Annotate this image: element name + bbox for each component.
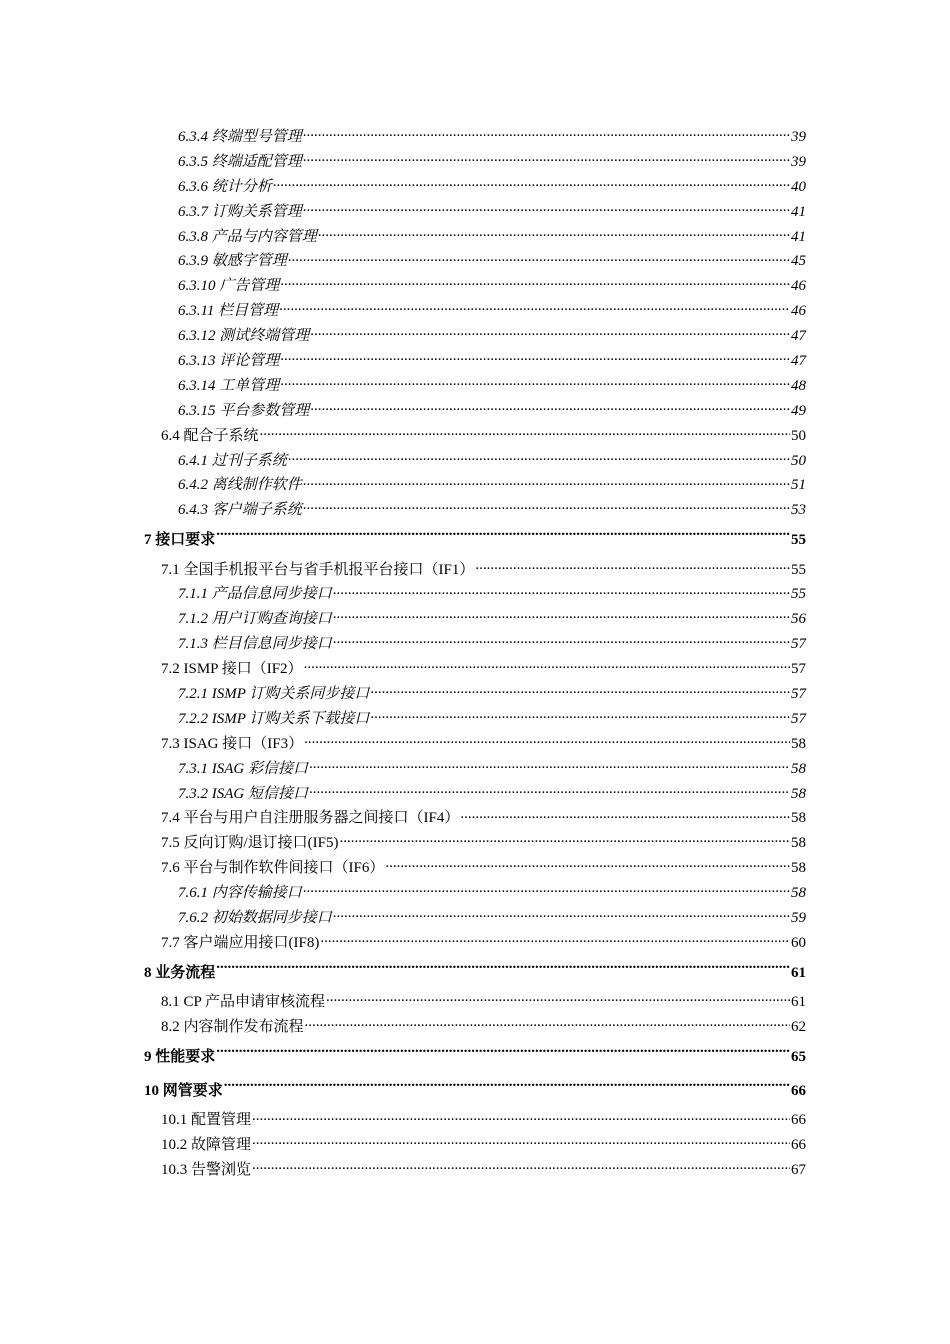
toc-entry-page-number: 57 xyxy=(791,636,806,653)
toc-entry-page-number: 41 xyxy=(791,203,806,220)
dot-leader xyxy=(333,633,790,648)
toc-entry-page-number: 58 xyxy=(791,810,806,827)
dot-leader xyxy=(216,962,790,977)
toc-entry-page-number: 58 xyxy=(791,835,806,852)
toc-entry[interactable] xyxy=(0,806,950,831)
toc-entry[interactable] xyxy=(0,632,950,657)
toc-entry-title: 7.6.2 初始数据同步接口 xyxy=(178,910,332,927)
toc-entry[interactable] xyxy=(0,125,950,150)
toc-entry-page-number: 66 xyxy=(791,1137,806,1154)
toc-entry-title: 7.2 ISMP 接口（IF2） xyxy=(161,661,303,678)
toc-entry-title: 6.3.15 平台参数管理 xyxy=(178,402,310,419)
toc-entry-page-number: 62 xyxy=(791,1018,806,1035)
dot-leader xyxy=(305,1016,790,1031)
dot-leader xyxy=(333,583,790,598)
toc-entry[interactable] xyxy=(0,1040,950,1074)
dot-leader xyxy=(280,375,790,390)
toc-entry-page-number: 65 xyxy=(791,1048,806,1065)
toc-entry-title: 6.3.9 敏感字管理 xyxy=(178,253,287,270)
toc-entry-page-number: 60 xyxy=(791,934,806,951)
toc-entry[interactable] xyxy=(0,931,950,956)
dot-leader xyxy=(303,882,790,897)
toc-entry[interactable] xyxy=(0,324,950,349)
toc-entry-page-number: 51 xyxy=(791,477,806,494)
toc-entry-page-number: 47 xyxy=(791,353,806,370)
dot-leader xyxy=(303,474,790,489)
dot-leader xyxy=(260,425,790,440)
toc-entry-page-number: 56 xyxy=(791,611,806,628)
toc-entry-title: 7.3.2 ISAG 短信接口 xyxy=(178,785,308,802)
toc-entry[interactable] xyxy=(0,1133,950,1158)
toc-entry[interactable] xyxy=(0,707,950,732)
toc-entry[interactable] xyxy=(0,582,950,607)
toc-entry-page-number: 61 xyxy=(791,994,806,1011)
toc-entry-page-number: 58 xyxy=(791,860,806,877)
dot-leader xyxy=(370,708,790,723)
toc-entry[interactable] xyxy=(0,956,950,990)
dot-leader xyxy=(310,400,790,415)
toc-entry-page-number: 55 xyxy=(791,532,806,549)
toc-entry-title: 6.4.1 过刊子系统 xyxy=(178,452,287,469)
toc-entry-title: 6.3.8 产品与内容管理 xyxy=(178,228,317,245)
toc-entry-title: 6.3.7 订购关系管理 xyxy=(178,203,302,220)
toc-entry[interactable] xyxy=(0,473,950,498)
toc-entry-title: 6.4.3 客户端子系统 xyxy=(178,502,302,519)
dot-leader xyxy=(224,1080,790,1095)
toc-entry[interactable] xyxy=(0,1015,950,1040)
toc-entry[interactable] xyxy=(0,175,950,200)
toc-entry-page-number: 55 xyxy=(791,561,806,578)
toc-entry-page-number: 47 xyxy=(791,328,806,345)
toc-entry[interactable] xyxy=(0,732,950,757)
dot-leader xyxy=(320,932,790,947)
toc-entry-title: 8.1 CP 产品申请审核流程 xyxy=(161,994,326,1011)
toc-entry-page-number: 58 xyxy=(791,760,806,777)
toc-entry-page-number: 57 xyxy=(791,686,806,702)
toc-entry[interactable] xyxy=(0,399,950,424)
toc-entry-title: 10.3 告警浏览 xyxy=(161,1162,252,1179)
toc-entry-title: 6.3.11 栏目管理 xyxy=(178,303,279,320)
dot-leader xyxy=(303,499,790,514)
dot-leader xyxy=(252,1109,790,1124)
toc-entry-title: 6.3.13 评论管理 xyxy=(178,353,280,370)
toc-entry-page-number: 45 xyxy=(791,253,806,270)
toc-entry-title: 7.3 ISAG 接口（IF3） xyxy=(161,735,304,752)
toc-entry-page-number: 59 xyxy=(791,910,806,927)
dot-leader xyxy=(303,201,790,216)
toc-entry-page-number: 58 xyxy=(791,735,806,752)
dot-leader xyxy=(333,907,790,922)
toc-entry[interactable] xyxy=(0,782,950,807)
toc-entry[interactable] xyxy=(0,225,950,250)
toc-entry[interactable] xyxy=(0,856,950,881)
toc-entry-page-number: 53 xyxy=(791,502,806,519)
toc-entry-page-number: 58 xyxy=(791,885,806,902)
toc-entry-title: 7.1 全国手机报平台与省手机报平台接口（IF1） xyxy=(161,561,475,578)
dot-leader xyxy=(340,832,791,847)
toc-entry[interactable] xyxy=(0,349,950,374)
toc-entry[interactable] xyxy=(0,831,950,856)
toc-entry[interactable] xyxy=(0,990,950,1015)
dot-leader xyxy=(288,250,790,265)
toc-entry[interactable] xyxy=(0,249,950,274)
dot-leader xyxy=(252,1134,790,1149)
toc-entry-title: 7.6 平台与制作软件间接口（IF6） xyxy=(161,860,385,877)
toc-entry-page-number: 40 xyxy=(791,178,806,195)
toc-entry[interactable] xyxy=(0,906,950,931)
dot-leader xyxy=(309,758,790,773)
toc-entry-page-number: 66 xyxy=(791,1112,806,1129)
dot-leader xyxy=(304,658,790,673)
dot-leader xyxy=(475,559,790,574)
toc-entry-page-number: 57 xyxy=(791,710,806,727)
toc-entry-title: 7.7 客户端应用接口(IF8) xyxy=(161,934,320,951)
dot-leader xyxy=(303,151,790,166)
toc-entry-title: 10.1 配置管理 xyxy=(161,1112,252,1129)
toc-entry-title: 7.4 平台与用户自注册服务器之间接口（IF4） xyxy=(161,810,460,827)
toc-entry-page-number: 41 xyxy=(791,228,806,245)
toc-entry[interactable] xyxy=(0,523,950,557)
toc-entry-title: 7.2.2 ISMP 订购关系下载接口 xyxy=(178,710,370,727)
toc-list xyxy=(0,125,950,1183)
toc-entry-page-number: 46 xyxy=(791,303,806,320)
dot-leader xyxy=(273,176,790,191)
dot-leader xyxy=(280,275,790,290)
dot-leader xyxy=(318,226,790,241)
dot-leader xyxy=(326,991,790,1006)
toc-entry-page-number: 46 xyxy=(791,278,806,295)
dot-leader xyxy=(279,300,790,315)
toc-entry-title: 6.3.10 广告管理 xyxy=(178,278,280,295)
toc-entry[interactable] xyxy=(0,299,950,324)
dot-leader xyxy=(460,807,790,822)
toc-entry-page-number: 55 xyxy=(791,586,806,603)
toc-entry[interactable] xyxy=(0,757,950,782)
toc-entry-title: 6.3.12 测试终端管理 xyxy=(178,328,310,345)
toc-entry[interactable] xyxy=(0,1108,950,1133)
dot-leader xyxy=(304,733,790,748)
toc-entry-title: 6.3.6 统计分析 xyxy=(178,178,272,195)
toc-entry-title: 7.1.1 产品信息同步接口 xyxy=(178,586,332,603)
toc-entry-title: 9 性能要求 xyxy=(144,1048,216,1065)
toc-entry[interactable] xyxy=(0,274,950,299)
table-of-contents xyxy=(0,125,950,1183)
toc-entry-title: 6.4.2 离线制作软件 xyxy=(178,477,302,494)
toc-entry[interactable] xyxy=(0,374,950,399)
toc-entry-title: 6.3.4 终端型号管理 xyxy=(178,129,302,145)
toc-entry-title: 7.5 反向订购/退订接口(IF5) xyxy=(161,835,339,852)
toc-entry[interactable] xyxy=(0,150,950,175)
toc-entry-page-number: 50 xyxy=(791,427,806,444)
toc-entry-page-number: 50 xyxy=(791,452,806,469)
toc-entry[interactable] xyxy=(0,657,950,682)
dot-leader xyxy=(280,350,790,365)
toc-entry-title: 8 业务流程 xyxy=(144,964,216,981)
toc-entry[interactable] xyxy=(0,607,950,632)
toc-entry-title: 6.3.5 终端适配管理 xyxy=(178,153,302,170)
toc-entry-title: 7.2.1 ISMP 订购关系同步接口 xyxy=(178,686,370,702)
toc-entry-title: 10.2 故障管理 xyxy=(161,1137,252,1154)
dot-leader xyxy=(309,783,790,798)
toc-entry-page-number: 57 xyxy=(791,661,806,678)
toc-entry[interactable] xyxy=(0,1074,950,1108)
toc-entry-title: 8.2 内容制作发布流程 xyxy=(161,1018,304,1035)
toc-entry[interactable] xyxy=(0,200,950,225)
dot-leader xyxy=(216,1046,790,1061)
toc-entry-page-number: 58 xyxy=(791,785,806,802)
toc-entry-page-number: 39 xyxy=(791,129,806,145)
toc-entry-title: 10 网管要求 xyxy=(144,1083,223,1100)
toc-entry-title: 7.6.1 内容传输接口 xyxy=(178,885,302,902)
toc-entry[interactable] xyxy=(0,558,950,583)
dot-leader xyxy=(288,450,790,465)
toc-entry-page-number: 48 xyxy=(791,377,806,394)
toc-entry-title: 7 接口要求 xyxy=(144,532,216,549)
toc-entry-page-number: 61 xyxy=(791,964,806,981)
dot-leader xyxy=(303,126,790,141)
dot-leader xyxy=(370,683,790,698)
toc-entry[interactable] xyxy=(0,449,950,474)
dot-leader xyxy=(252,1159,790,1174)
toc-entry-title: 6.3.14 工单管理 xyxy=(178,377,280,394)
toc-entry-page-number: 66 xyxy=(791,1083,806,1100)
dot-leader xyxy=(333,608,790,623)
toc-entry-page-number: 39 xyxy=(791,153,806,170)
toc-entry[interactable] xyxy=(0,682,950,707)
dot-leader xyxy=(216,529,790,544)
toc-entry-page-number: 67 xyxy=(791,1162,806,1179)
toc-entry[interactable] xyxy=(0,1158,950,1183)
dot-leader xyxy=(310,325,790,340)
toc-entry-page-number: 49 xyxy=(791,402,806,419)
toc-entry[interactable] xyxy=(0,424,950,449)
toc-entry-title: 7.1.2 用户订购查询接口 xyxy=(178,611,332,628)
toc-entry[interactable] xyxy=(0,498,950,523)
toc-entry-title: 7.3.1 ISAG 彩信接口 xyxy=(178,760,308,777)
dot-leader xyxy=(385,857,790,872)
toc-entry[interactable] xyxy=(0,881,950,906)
toc-entry-title: 7.1.3 栏目信息同步接口 xyxy=(178,636,332,653)
toc-entry-title: 6.4 配合子系统 xyxy=(161,427,259,444)
